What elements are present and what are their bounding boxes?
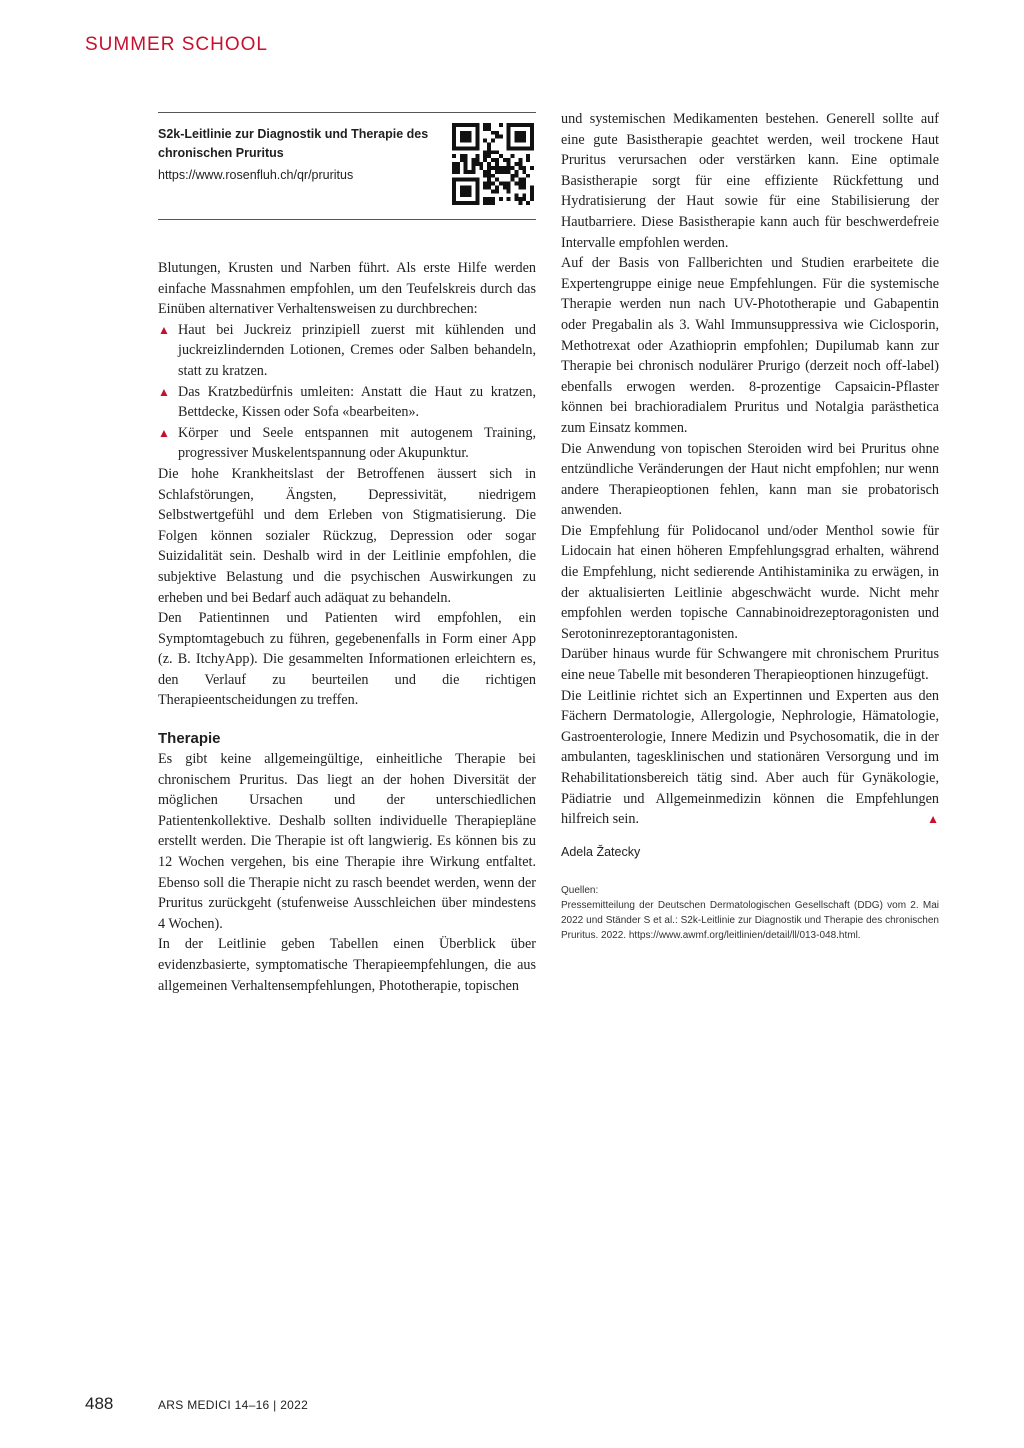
qr-code-icon[interactable] — [452, 123, 534, 205]
page-number: 488 — [85, 1394, 114, 1413]
right-column — [561, 109, 939, 943]
paragraph: Auf der Basis von Fallberichten und Studien erarbeitete die Expertengruppe einige neue Empfehlungen. Für die systemische Therapie werden nun nach UV-Phototherapie und Gabapentin oder Pregabalin als 3. Wahl Immunsuppressiva wie Ciclosporin, Methotrexat oder Azathioprin empfohlen; Dupilumab kann zur Therapie bei chronisch nodulärer Prurigo (derzeit noch off-label) ebenfalls erwogen werden. 8-prozentige Capsaicin-Pflaster können bei brachioradialem Pruritus und Notalgia parästhetica zum Einsatz kommen. — [561, 255, 939, 436]
paragraph: Den Patientinnen und Patienten wird empfohlen, ein Symptomtagebuch zu führen, gegebenenfalls in Form einer App (z. B. ItchyApp). Die gesammelten Informationen erleichtern es, den Verlauf zu beurteilen und die richtigen Therapieentscheidungen zu treffen. — [158, 610, 536, 709]
list-item: ▲ Körper und Seele entspannen mit autogenem Training, progressiver Muskelentspannung oder Akupunktur. — [158, 424, 536, 462]
paragraph: Es gibt keine allgemeingültige, einheitliche Therapie bei chronischem Pruritus. Das liegt an der hohen Diversität der möglichen Ursachen und der unterschiedlichen Patientenkollektive. Deshalb sollten individuelle Therapiepläne erstellt werden. Die Therapie ist oft langwierig. Es können bis zu 12 Wochen vergehen, bis eine Therapie ihre Wirkung entfaltet. Ebenso soll die Therapie nicht zu rasch beendet werden, wenn der Pruritus zurückgeht (stufenweise Ausschleichen über mindestens 4 Wochen). — [158, 751, 536, 932]
info-box-url[interactable]: https://www.rosenfluh.ch/qr/pruritus — [158, 168, 354, 182]
end-triangle-icon: ▲ — [927, 812, 939, 827]
triangle-bullet-icon: ▲ — [158, 425, 170, 440]
paragraph: Die hohe Krankheitslast der Betroffenen äussert sich in Schlafstörungen, Ängsten, Depressivität, niedrigem Selbstwertgefühl und dem Erleben von Stigmatisierung. Die Folgen können sozialer Rückzug, Depression oder sogar Suizidalität sein. Deshalb wird in der Leitlinie empfohlen, die subjektive Belastung und die psychischen Auswirkungen zu erheben und bei Bedarf auch adäquat zu behandeln. — [158, 465, 536, 606]
author: Adela Žatecky — [561, 844, 641, 859]
list-item: ▲ Das Kratzbedürfnis umleiten: Anstatt die Haut zu kratzen, Bettdecke, Kissen oder Sofa «bearbeiten». — [158, 383, 536, 421]
paragraph: Blutungen, Krusten und Narben führt. Als erste Hilfe werden einfache Massnahmen empfohlen, um den Teufelskreis durch das Einüben alternativer Verhaltensweisen zu durchbrechen: — [158, 260, 536, 318]
section-header: SUMMER SCHOOL — [85, 34, 268, 55]
bullet-list — [158, 320, 536, 464]
paragraph: und systemischen Medikamenten bestehen. Generell sollte auf eine gute Basistherapie geachtet werden, weil trockene Haut Pruritus verursachen oder verstärken kann. Eine optimale Basistherapie sorgt für eine effiziente Rückfettung und Hydratisierung der Haut sowie für eine Stabilisierung der Hautbarriere. Diese Basistherapie kann auch für beschwerdefreie Intervalle empfohlen werden. — [561, 111, 939, 251]
section-heading: Therapie — [158, 730, 221, 748]
paragraph: Die Anwendung von topischen Steroiden wird bei Pruritus ohne entzündliche Veränderungen der Haut nicht empfohlen; nur wenn andere Therapieoptionen fehlen, kann man sie probatorisch anwenden. — [561, 440, 939, 519]
left-column — [158, 109, 536, 996]
paragraph: Die Empfehlung für Polidocanol und/oder Menthol sowie für Lidocain hat einen höheren Empfehlungsgrad erhalten, während die Empfehlung, nicht sedierende Antihistaminika zu erwägen, in der aktualisierten Leitlinie abgeschwächt wurde. Nicht mehr empfohlen werden topische Cannabinoidrezeptoragonisten und Serotoninrezeptorantagonisten. — [561, 522, 939, 642]
paragraph: In der Leitlinie geben Tabellen einen Überblick über evidenzbasierte, symptomatische Therapieempfehlungen, die aus allgemeinen Verhaltensempfehlungen, Phototherapie, topischen — [158, 936, 536, 994]
sources-label: Quellen: — [561, 885, 599, 897]
journal-footer: ARS MEDICI 14–16 | 2022 — [158, 1398, 309, 1412]
info-box-title: S2k-Leitlinie zur Diagnostik und Therapie des chronischen Pruritus — [158, 127, 429, 160]
triangle-bullet-icon: ▲ — [158, 322, 170, 337]
list-item: ▲ Haut bei Juckreiz prinzipiell zuerst mit kühlenden und juckreizlindernden Lotionen, Cremes oder Salben behandeln, statt zu kratzen. — [158, 321, 536, 379]
info-box — [158, 112, 536, 220]
sources-text: Pressemitteilung der Deutschen Dermatologischen Gesellschaft (DDG) vom 2. Mai 2022 und Ständer S et al.: S2k-Leitlinie zur Diagnostik und Therapie des chronischen Pruritus. 2022. https://www.awmf.org/leitlinien/detail/ll/013-048.html. — [561, 900, 939, 942]
paragraph: Darüber hinaus wurde für Schwangere mit chronischem Pruritus eine neue Tabelle mit besonderen Therapieoptionen hinzugefügt. — [561, 646, 939, 684]
paragraph: Die Leitlinie richtet sich an Expertinnen und Experten aus den Fächern Dermatologie, Allergologie, Nephrologie, Hämatologie, Gastroenterologie, Innere Medizin und Psychosomatik, die in der ambulanten, tagesklinischen und stationären Versorgung und im Rehabilitationsbereich tätig sind. Aber auch für Gynäkologie, Pädiatrie und Allgemeinmedizin können die Empfehlungen hilfreich sein. ▲ — [561, 686, 939, 830]
triangle-bullet-icon: ▲ — [158, 384, 170, 399]
